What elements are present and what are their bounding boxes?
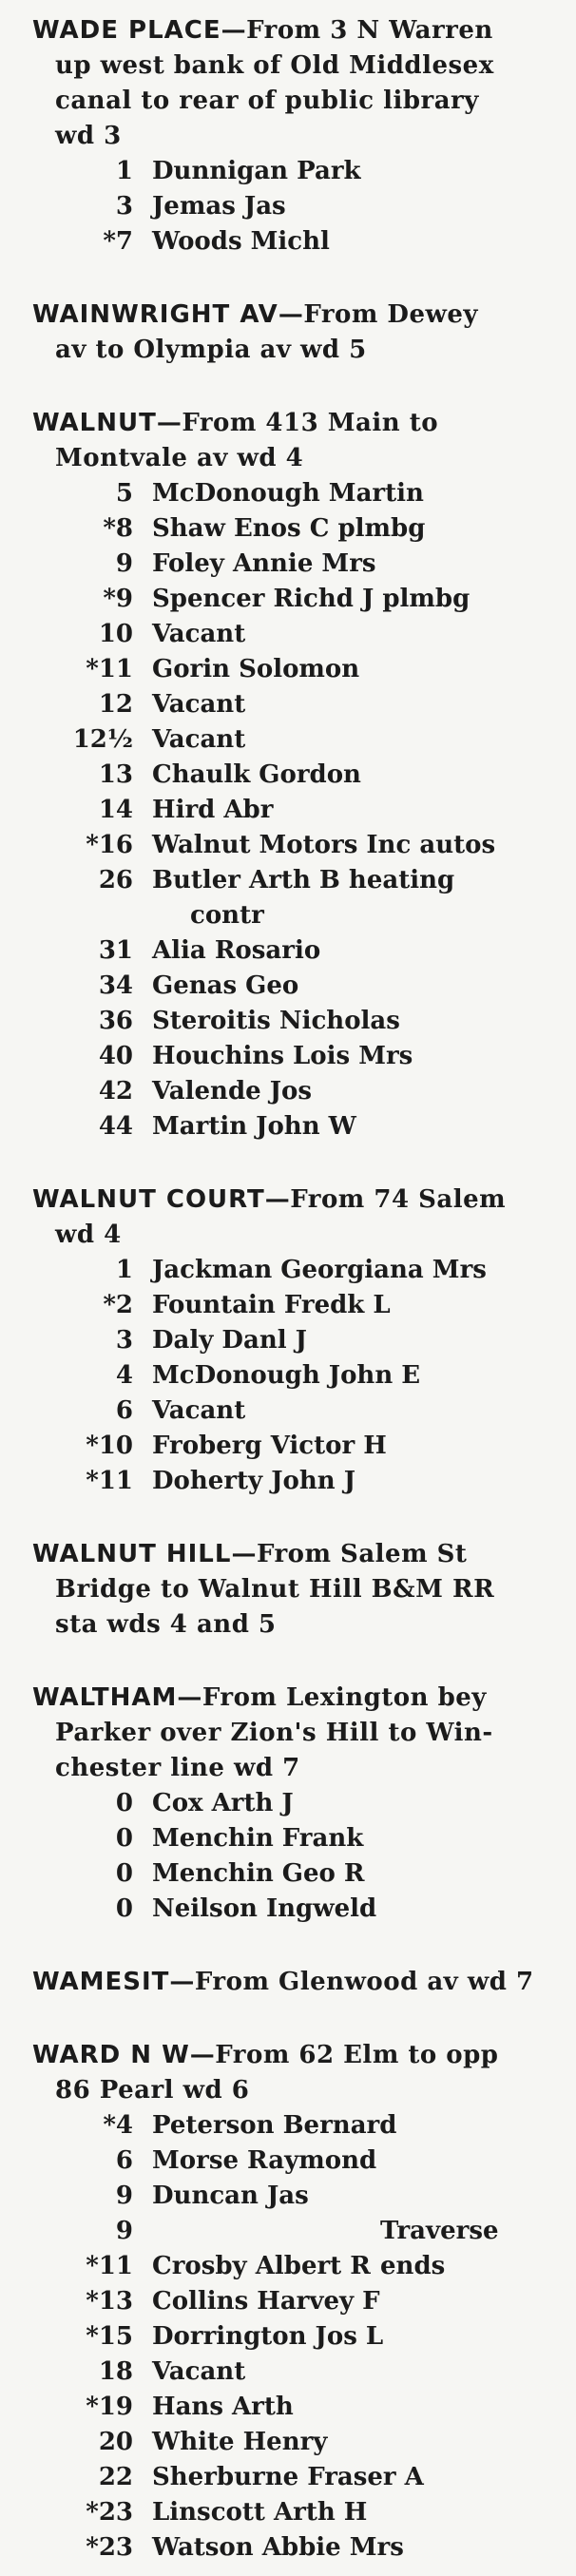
house-number: *4 xyxy=(103,2111,133,2140)
resident-row xyxy=(0,1288,570,1323)
street-heading xyxy=(32,298,555,368)
street-description: wd 4 xyxy=(55,1221,122,1249)
street-description: sta wds 4 and 5 xyxy=(55,1610,277,1639)
street-name: WALNUT xyxy=(32,409,157,437)
house-number: *13 xyxy=(86,2287,133,2316)
house-number: 12 xyxy=(98,690,133,719)
street-name: WARD N W xyxy=(32,2041,190,2069)
house-number: 0 xyxy=(115,1859,133,1888)
resident-name: Sherburne Fraser A xyxy=(152,2463,424,2491)
resident-row xyxy=(0,1394,570,1429)
house-number-cell xyxy=(0,511,133,547)
house-number-cell xyxy=(0,2460,133,2495)
resident-row xyxy=(0,1358,570,1394)
resident-name: Linscott Arth H xyxy=(152,2498,368,2527)
street-heading-continuation xyxy=(32,1751,555,1786)
resident-name: Dorrington Jos L xyxy=(152,2322,384,2351)
street-heading xyxy=(32,1681,555,1786)
house-number-cell xyxy=(0,1429,133,1464)
street-heading-continuation xyxy=(32,333,555,368)
street-description: wd 3 xyxy=(55,122,122,150)
house-number: 3 xyxy=(115,192,133,221)
street-heading-continuation xyxy=(32,1607,555,1643)
street-description: Parker over Zion's Hill to Win- xyxy=(55,1719,493,1747)
street-entry xyxy=(0,1681,576,1927)
resident-name: McDonough John E xyxy=(152,1361,421,1390)
resident-row xyxy=(0,154,570,189)
resident-row xyxy=(0,722,570,758)
street-heading xyxy=(32,1537,555,1643)
street-heading-continuation xyxy=(32,1572,555,1607)
street-heading-line xyxy=(32,406,555,441)
resident-name: Martin John W xyxy=(152,1112,356,1141)
resident-name: Jackman Georgiana Mrs xyxy=(152,1256,487,1284)
house-number: *11 xyxy=(86,2252,133,2280)
resident-name: Froberg Victor H xyxy=(152,1432,387,1460)
resident-name: Collins Harvey F xyxy=(152,2287,380,2316)
street-description: av to Olympia av wd 5 xyxy=(55,336,367,364)
resident-row xyxy=(0,1856,570,1892)
house-number-cell xyxy=(0,1464,133,1499)
house-number: *8 xyxy=(103,514,133,543)
resident-row xyxy=(0,2143,570,2179)
resident-row xyxy=(0,547,570,582)
resident-name: Walnut Motors Inc autos xyxy=(152,831,496,859)
resident-name: Vacant xyxy=(152,1396,246,1425)
street-description: Bridge to Walnut Hill B&M RR xyxy=(55,1575,495,1604)
house-number: 26 xyxy=(98,866,133,894)
street-heading xyxy=(32,1182,555,1253)
house-number: *9 xyxy=(103,585,133,613)
house-number-cell xyxy=(0,1288,133,1323)
resident-name: Menchin Frank xyxy=(152,1824,364,1853)
house-number: 5 xyxy=(115,479,133,508)
resident-row xyxy=(0,1039,570,1074)
house-number-cell xyxy=(0,582,133,617)
street-heading xyxy=(32,2038,555,2108)
resident-row xyxy=(0,2284,570,2319)
house-number-cell xyxy=(0,687,133,722)
resident-row xyxy=(0,2460,570,2495)
resident-row xyxy=(0,969,570,1004)
house-number: 3 xyxy=(115,1326,133,1355)
house-number-cell xyxy=(0,2108,133,2143)
resident-row xyxy=(0,687,570,722)
resident-row xyxy=(0,1253,570,1288)
house-number: *19 xyxy=(86,2393,133,2421)
house-number: 40 xyxy=(98,1042,133,1070)
house-number: 12½ xyxy=(72,725,133,754)
resident-name: Dunnigan Park xyxy=(152,157,361,185)
street-entry xyxy=(0,406,576,1144)
street-description: 86 Pearl wd 6 xyxy=(55,2076,250,2105)
resident-name: Valende Jos xyxy=(152,1077,313,1105)
street-description: —From Dewey xyxy=(278,300,479,329)
house-number: 0 xyxy=(115,1789,133,1817)
house-number: 0 xyxy=(115,1824,133,1853)
house-number-cell xyxy=(0,1039,133,1074)
house-number-cell xyxy=(0,2530,133,2566)
house-number-cell xyxy=(0,1109,133,1144)
resident-row xyxy=(0,2179,570,2214)
resident-name: Hans Arth xyxy=(152,2393,294,2421)
street-name: WAINWRIGHT AV xyxy=(32,300,278,329)
house-number-cell xyxy=(0,617,133,652)
street-description: —From 74 Salem xyxy=(264,1185,507,1214)
street-heading xyxy=(32,406,555,476)
resident-row xyxy=(0,1074,570,1109)
house-number: 9 xyxy=(115,2217,133,2245)
street-name: WALNUT COURT xyxy=(32,1185,265,1214)
house-number-cell xyxy=(0,2284,133,2319)
street-description: —From 62 Elm to opp xyxy=(189,2041,499,2069)
street-entry xyxy=(0,298,576,368)
resident-name: Vacant xyxy=(152,620,246,648)
resident-name: Morse Raymond xyxy=(152,2146,377,2175)
house-number-cell xyxy=(0,2495,133,2530)
house-number: *23 xyxy=(86,2533,133,2562)
house-number: *15 xyxy=(86,2322,133,2351)
house-number-cell xyxy=(0,1358,133,1394)
street-entry xyxy=(0,13,576,260)
resident-name: Daly Danl J xyxy=(152,1326,307,1355)
house-number-cell xyxy=(0,547,133,582)
resident-row xyxy=(0,863,570,898)
house-number-cell xyxy=(0,1892,133,1927)
house-number-cell xyxy=(0,2319,133,2355)
street-name: WALTHAM xyxy=(32,1683,178,1712)
resident-name: Steroitis Nicholas xyxy=(152,1007,400,1035)
resident-row xyxy=(0,1892,570,1927)
street-name: WADE PLACE xyxy=(32,16,221,45)
resident-name: Genas Geo xyxy=(152,971,299,1000)
house-number-cell xyxy=(0,758,133,793)
street-description: canal to rear of public library xyxy=(55,87,479,115)
resident-name: Menchin Geo R xyxy=(152,1859,365,1888)
house-number: *11 xyxy=(86,1467,133,1495)
house-number-cell xyxy=(0,969,133,1004)
resident-name: White Henry xyxy=(152,2428,328,2456)
resident-name: McDonough Martin xyxy=(152,479,424,508)
street-heading-continuation xyxy=(32,2073,555,2108)
house-number-cell xyxy=(0,189,133,224)
resident-row xyxy=(0,224,570,260)
house-number-cell xyxy=(0,2355,133,2390)
resident-row xyxy=(0,1786,570,1821)
street-heading-line xyxy=(32,1965,555,2000)
house-number-cell xyxy=(0,2249,133,2284)
house-number: *2 xyxy=(103,1291,133,1319)
house-number-cell xyxy=(0,2214,133,2249)
street-heading-continuation xyxy=(32,1218,555,1253)
resident-row xyxy=(0,793,570,828)
house-number-cell xyxy=(0,2179,133,2214)
resident-name: Spencer Richd J plmbg xyxy=(152,585,470,613)
street-name: WALNUT HILL xyxy=(32,1540,232,1568)
resident-name: Crosby Albert R xyxy=(152,2252,371,2280)
resident-name: Vacant xyxy=(152,690,246,719)
street-heading-continuation xyxy=(32,84,555,119)
house-number: 9 xyxy=(115,2182,133,2210)
resident-name: Alia Rosario xyxy=(152,936,321,965)
house-number: 4 xyxy=(115,1361,133,1390)
resident-row xyxy=(0,2495,570,2530)
resident-row xyxy=(0,2355,570,2390)
street-description: Montvale av wd 4 xyxy=(55,444,304,472)
resident-name: Hird Abr xyxy=(152,796,274,824)
street-description: —From 3 N Warren xyxy=(221,16,493,45)
resident-name: Woods Michl xyxy=(152,227,330,256)
resident-name: Neilson Ingweld xyxy=(152,1894,377,1923)
house-number: 0 xyxy=(115,1894,133,1923)
street-name: WAMESIT xyxy=(32,1968,170,1996)
street-heading-line xyxy=(32,1182,555,1218)
house-number: 9 xyxy=(115,549,133,578)
street-heading-line xyxy=(32,2038,555,2073)
resident-row xyxy=(0,1323,570,1358)
house-number-cell xyxy=(0,1253,133,1288)
street-description: chester line wd 7 xyxy=(55,1754,300,1782)
house-number: 44 xyxy=(98,1112,133,1141)
resident-name: Doherty John J xyxy=(152,1467,356,1495)
resident-name: Shaw Enos C plmbg xyxy=(152,514,426,543)
resident-row xyxy=(0,582,570,617)
house-number: 13 xyxy=(98,760,133,789)
resident-row xyxy=(0,189,570,224)
resident-row xyxy=(0,2108,570,2143)
resident-row xyxy=(0,2530,570,2566)
street-heading-continuation xyxy=(32,1716,555,1751)
resident-row xyxy=(0,828,570,863)
resident-row xyxy=(0,2249,570,2284)
street-description: —From Salem St xyxy=(231,1540,468,1568)
house-number-cell xyxy=(0,652,133,687)
street-heading xyxy=(32,13,555,154)
house-number-cell xyxy=(0,1821,133,1856)
house-number-cell xyxy=(0,224,133,260)
resident-name: Houchins Lois Mrs xyxy=(152,1042,413,1070)
resident-row xyxy=(0,1821,570,1856)
house-number: 6 xyxy=(115,1396,133,1425)
house-number-cell xyxy=(0,1074,133,1109)
house-number-cell xyxy=(0,722,133,758)
resident-row xyxy=(0,1429,570,1464)
house-number-cell xyxy=(0,933,133,969)
house-number: *11 xyxy=(86,655,133,683)
house-number: 10 xyxy=(98,620,133,648)
house-number: 1 xyxy=(115,1256,133,1284)
street-description: —From Glenwood av wd 7 xyxy=(169,1968,534,1996)
resident-name: Jemas Jas xyxy=(152,192,286,221)
house-number: *16 xyxy=(86,831,133,859)
house-number-cell xyxy=(0,1856,133,1892)
resident-name: Peterson Bernard xyxy=(152,2111,397,2140)
house-number-cell xyxy=(0,1323,133,1358)
resident-row xyxy=(0,1004,570,1039)
resident-row xyxy=(0,758,570,793)
street-entry xyxy=(0,1965,576,2000)
house-number-cell xyxy=(0,476,133,511)
house-number-cell xyxy=(0,2390,133,2425)
house-number-cell xyxy=(0,2143,133,2179)
resident-name: Chaulk Gordon xyxy=(152,760,361,789)
street-entry xyxy=(0,2038,576,2566)
resident-name: Cox Arth J xyxy=(152,1789,294,1817)
house-number: 42 xyxy=(98,1077,133,1105)
resident-name: Vacant xyxy=(152,725,246,754)
street-heading-continuation xyxy=(32,48,555,84)
house-number: 6 xyxy=(115,2146,133,2175)
house-number: 20 xyxy=(98,2428,133,2456)
street-heading-line xyxy=(32,1537,555,1572)
house-number-cell xyxy=(0,1786,133,1821)
resident-row xyxy=(0,933,570,969)
resident-row xyxy=(0,511,570,547)
resident-row xyxy=(0,1109,570,1144)
house-number: *7 xyxy=(103,227,133,256)
resident-name: Fountain Fredk L xyxy=(152,1291,391,1319)
resident-row xyxy=(0,2319,570,2355)
house-number: *23 xyxy=(86,2498,133,2527)
house-number-cell xyxy=(0,793,133,828)
street-entry xyxy=(0,1537,576,1643)
resident-name: Vacant xyxy=(152,2357,246,2386)
resident-row xyxy=(0,2425,570,2460)
street-heading-line xyxy=(32,298,555,333)
house-number-cell xyxy=(0,1394,133,1429)
house-number: 31 xyxy=(98,936,133,965)
resident-name: Gorin Solomon xyxy=(152,655,360,683)
house-number: 36 xyxy=(98,1007,133,1035)
street-heading-continuation xyxy=(32,119,555,154)
resident-name: Foley Annie Mrs xyxy=(152,549,376,578)
house-number-cell xyxy=(0,863,133,898)
street-entry xyxy=(0,1182,576,1499)
resident-name: Watson Abbie Mrs xyxy=(152,2533,404,2562)
house-number-cell xyxy=(0,154,133,189)
resident-row xyxy=(0,476,570,511)
traverse-note: Traverse ends xyxy=(380,2217,499,2280)
street-description: —From Lexington bey xyxy=(177,1683,487,1712)
street-description: —From 413 Main to xyxy=(156,409,439,437)
house-number-cell xyxy=(0,2425,133,2460)
resident-row xyxy=(0,2390,570,2425)
house-number: 34 xyxy=(98,971,133,1000)
resident-row xyxy=(0,617,570,652)
resident-row xyxy=(0,652,570,687)
house-number: 18 xyxy=(98,2357,133,2386)
street-description: up west bank of Old Middlesex xyxy=(55,51,494,80)
house-number-cell xyxy=(0,828,133,863)
resident-row xyxy=(0,1464,570,1499)
resident-name: Butler Arth B heating xyxy=(152,866,455,894)
street-heading-line xyxy=(32,1681,555,1716)
house-number: 1 xyxy=(115,157,133,185)
resident-continuation-row xyxy=(0,898,570,933)
house-number: *10 xyxy=(86,1432,133,1460)
street-heading xyxy=(32,1965,555,2000)
street-heading-line xyxy=(32,13,555,48)
street-heading-continuation xyxy=(32,441,555,476)
house-number-cell xyxy=(0,1004,133,1039)
house-number: 22 xyxy=(98,2463,133,2491)
resident-name-continuation: contr xyxy=(190,901,264,930)
house-number: 14 xyxy=(98,796,133,824)
resident-name: Duncan Jas xyxy=(152,2182,309,2210)
